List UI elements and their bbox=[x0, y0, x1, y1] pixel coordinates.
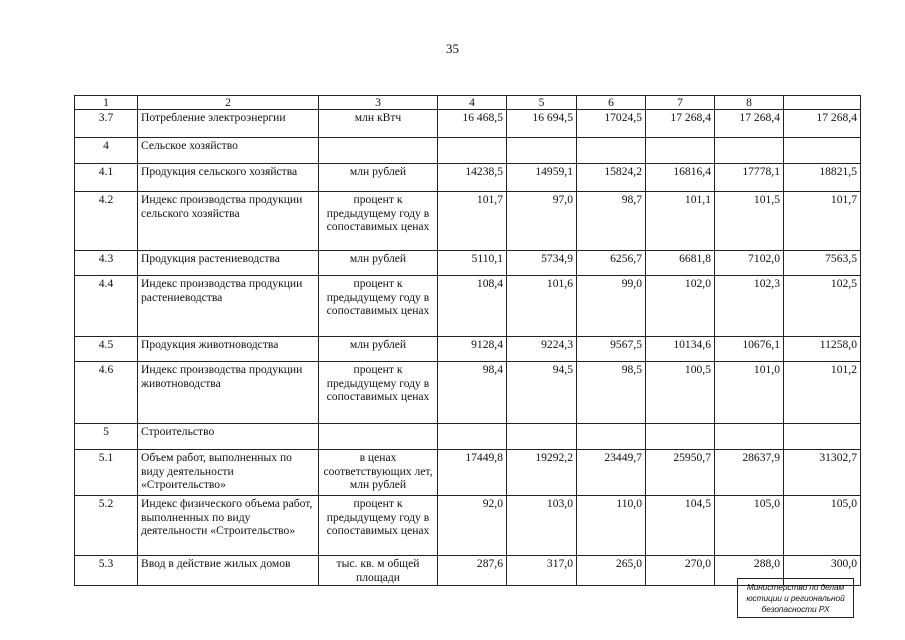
value-cell: 287,6 bbox=[438, 556, 507, 586]
indicator-name: Индекс производства продукции растениеводства bbox=[138, 276, 319, 337]
value-cell: 102,5 bbox=[784, 276, 861, 337]
value-cell: 265,0 bbox=[577, 556, 646, 586]
value-cell bbox=[577, 424, 646, 450]
value-cell: 103,0 bbox=[507, 496, 577, 556]
value-cell: 14959,1 bbox=[507, 164, 577, 192]
row-number: 4.6 bbox=[75, 362, 138, 424]
value-cell: 101,5 bbox=[715, 192, 784, 251]
header-cell: 2 bbox=[138, 96, 319, 110]
row-number: 3.7 bbox=[75, 110, 138, 138]
row-number: 4.1 bbox=[75, 164, 138, 192]
value-cell: 100,5 bbox=[646, 362, 715, 424]
value-cell: 9567,5 bbox=[577, 337, 646, 362]
indicator-name: Продукция растениеводства bbox=[138, 251, 319, 276]
value-cell: 7102,0 bbox=[715, 251, 784, 276]
value-cell: 98,4 bbox=[438, 362, 507, 424]
value-cell: 6256,7 bbox=[577, 251, 646, 276]
value-cell: 28637,9 bbox=[715, 450, 784, 496]
row-number: 4.3 bbox=[75, 251, 138, 276]
value-cell bbox=[438, 138, 507, 164]
value-cell: 101,0 bbox=[715, 362, 784, 424]
value-cell: 17024,5 bbox=[577, 110, 646, 138]
value-cell: 7563,5 bbox=[784, 251, 861, 276]
indicators-table bbox=[74, 95, 861, 586]
row-number: 4 bbox=[75, 138, 138, 164]
value-cell: 25950,7 bbox=[646, 450, 715, 496]
value-cell: 10676,1 bbox=[715, 337, 784, 362]
value-cell: 16 468,5 bbox=[438, 110, 507, 138]
row-number: 5.1 bbox=[75, 450, 138, 496]
table-row bbox=[75, 424, 861, 450]
stamp-line: безопасности РХ bbox=[761, 604, 830, 614]
value-cell: 16 694,5 bbox=[507, 110, 577, 138]
value-cell: 17449,8 bbox=[438, 450, 507, 496]
header-cell: 3 bbox=[319, 96, 438, 110]
value-cell: 101,1 bbox=[646, 192, 715, 251]
value-cell: 98,5 bbox=[577, 362, 646, 424]
row-number: 4.4 bbox=[75, 276, 138, 337]
value-cell: 92,0 bbox=[438, 496, 507, 556]
value-cell: 18821,5 bbox=[784, 164, 861, 192]
unit-of-measure bbox=[319, 138, 438, 164]
indicator-name: Ввод в действие жилых домов bbox=[138, 556, 319, 586]
value-cell: 108,4 bbox=[438, 276, 507, 337]
indicator-name: Индекс физического объема работ, выполненных по виду деятельности «Строительство» bbox=[138, 496, 319, 556]
value-cell: 270,0 bbox=[646, 556, 715, 586]
indicator-name: Индекс производства продукции животноводства bbox=[138, 362, 319, 424]
value-cell: 101,6 bbox=[507, 276, 577, 337]
value-cell: 101,7 bbox=[784, 192, 861, 251]
unit-of-measure: тыс. кв. м общей площади bbox=[319, 556, 438, 586]
value-cell: 97,0 bbox=[507, 192, 577, 251]
row-number: 4.2 bbox=[75, 192, 138, 251]
value-cell: 101,2 bbox=[784, 362, 861, 424]
table-row bbox=[75, 337, 861, 362]
value-cell: 17 268,4 bbox=[784, 110, 861, 138]
indicator-name: Индекс производства продукции сельского хозяйства bbox=[138, 192, 319, 251]
stamp-line: Министерство по делам bbox=[746, 582, 845, 592]
value-cell: 101,7 bbox=[438, 192, 507, 251]
indicator-name: Строительство bbox=[138, 424, 319, 450]
table-row bbox=[75, 110, 861, 138]
value-cell: 300,0 bbox=[784, 556, 861, 586]
value-cell bbox=[577, 138, 646, 164]
value-cell: 10134,6 bbox=[646, 337, 715, 362]
table-row bbox=[75, 362, 861, 424]
value-cell bbox=[715, 424, 784, 450]
value-cell bbox=[715, 138, 784, 164]
value-cell: 16816,4 bbox=[646, 164, 715, 192]
value-cell: 11258,0 bbox=[784, 337, 861, 362]
value-cell: 9128,4 bbox=[438, 337, 507, 362]
value-cell: 110,0 bbox=[577, 496, 646, 556]
page-number: 35 bbox=[446, 41, 459, 56]
value-cell: 19292,2 bbox=[507, 450, 577, 496]
value-cell: 104,5 bbox=[646, 496, 715, 556]
unit-of-measure: процент к предыдущему году в сопоставимых ценах bbox=[319, 276, 438, 337]
header-cell: 8 bbox=[715, 96, 784, 110]
unit-of-measure: процент к предыдущему году в сопоставимых ценах bbox=[319, 496, 438, 556]
value-cell: 9224,3 bbox=[507, 337, 577, 362]
row-number: 5.3 bbox=[75, 556, 138, 586]
table-row bbox=[75, 138, 861, 164]
table-row bbox=[75, 251, 861, 276]
value-cell: 5734,9 bbox=[507, 251, 577, 276]
table-row bbox=[75, 450, 861, 496]
indicator-name: Объем работ, выполненных по виду деятельности «Строительство» bbox=[138, 450, 319, 496]
value-cell: 17 268,4 bbox=[715, 110, 784, 138]
indicator-name: Потребление электроэнергии bbox=[138, 110, 319, 138]
unit-of-measure: процент к предыдущему году в сопоставимых ценах bbox=[319, 192, 438, 251]
header-cell: 7 bbox=[646, 96, 715, 110]
value-cell: 105,0 bbox=[715, 496, 784, 556]
value-cell: 105,0 bbox=[784, 496, 861, 556]
value-cell bbox=[507, 138, 577, 164]
table-row bbox=[75, 496, 861, 556]
value-cell bbox=[784, 424, 861, 450]
value-cell: 5110,1 bbox=[438, 251, 507, 276]
value-cell: 102,0 bbox=[646, 276, 715, 337]
stamp-line: юстиции и региональной bbox=[746, 593, 845, 603]
value-cell: 6681,8 bbox=[646, 251, 715, 276]
value-cell: 23449,7 bbox=[577, 450, 646, 496]
table-row bbox=[75, 164, 861, 192]
unit-of-measure: млн рублей bbox=[319, 251, 438, 276]
unit-of-measure: процент к предыдущему году в сопоставимых ценах bbox=[319, 362, 438, 424]
value-cell: 288,0 bbox=[715, 556, 784, 586]
row-number: 5.2 bbox=[75, 496, 138, 556]
table-row bbox=[75, 276, 861, 337]
value-cell bbox=[784, 138, 861, 164]
header-cell: 4 bbox=[438, 96, 507, 110]
unit-of-measure: в ценах соответствующих лет, млн рублей bbox=[319, 450, 438, 496]
value-cell: 31302,7 bbox=[784, 450, 861, 496]
indicator-name: Сельское хозяйство bbox=[138, 138, 319, 164]
unit-of-measure: млн рублей bbox=[319, 337, 438, 362]
value-cell bbox=[646, 138, 715, 164]
value-cell: 102,3 bbox=[715, 276, 784, 337]
header-cell: 6 bbox=[577, 96, 646, 110]
table-row bbox=[75, 192, 861, 251]
value-cell: 99,0 bbox=[577, 276, 646, 337]
ministry-stamp bbox=[737, 578, 854, 618]
table-header-row bbox=[75, 96, 861, 110]
value-cell: 14238,5 bbox=[438, 164, 507, 192]
header-cell: 1 bbox=[75, 96, 138, 110]
unit-of-measure: млн рублей bbox=[319, 164, 438, 192]
value-cell: 17778,1 bbox=[715, 164, 784, 192]
row-number: 4.5 bbox=[75, 337, 138, 362]
indicator-name: Продукция сельского хозяйства bbox=[138, 164, 319, 192]
value-cell bbox=[438, 424, 507, 450]
row-number: 5 bbox=[75, 424, 138, 450]
value-cell: 317,0 bbox=[507, 556, 577, 586]
indicator-name: Продукция животноводства bbox=[138, 337, 319, 362]
unit-of-measure: млн кВтч bbox=[319, 110, 438, 138]
value-cell: 98,7 bbox=[577, 192, 646, 251]
unit-of-measure bbox=[319, 424, 438, 450]
value-cell bbox=[507, 424, 577, 450]
value-cell: 94,5 bbox=[507, 362, 577, 424]
header-cell: 5 bbox=[507, 96, 577, 110]
value-cell: 15824,2 bbox=[577, 164, 646, 192]
value-cell bbox=[646, 424, 715, 450]
value-cell: 17 268,4 bbox=[646, 110, 715, 138]
header-cell bbox=[784, 96, 861, 110]
